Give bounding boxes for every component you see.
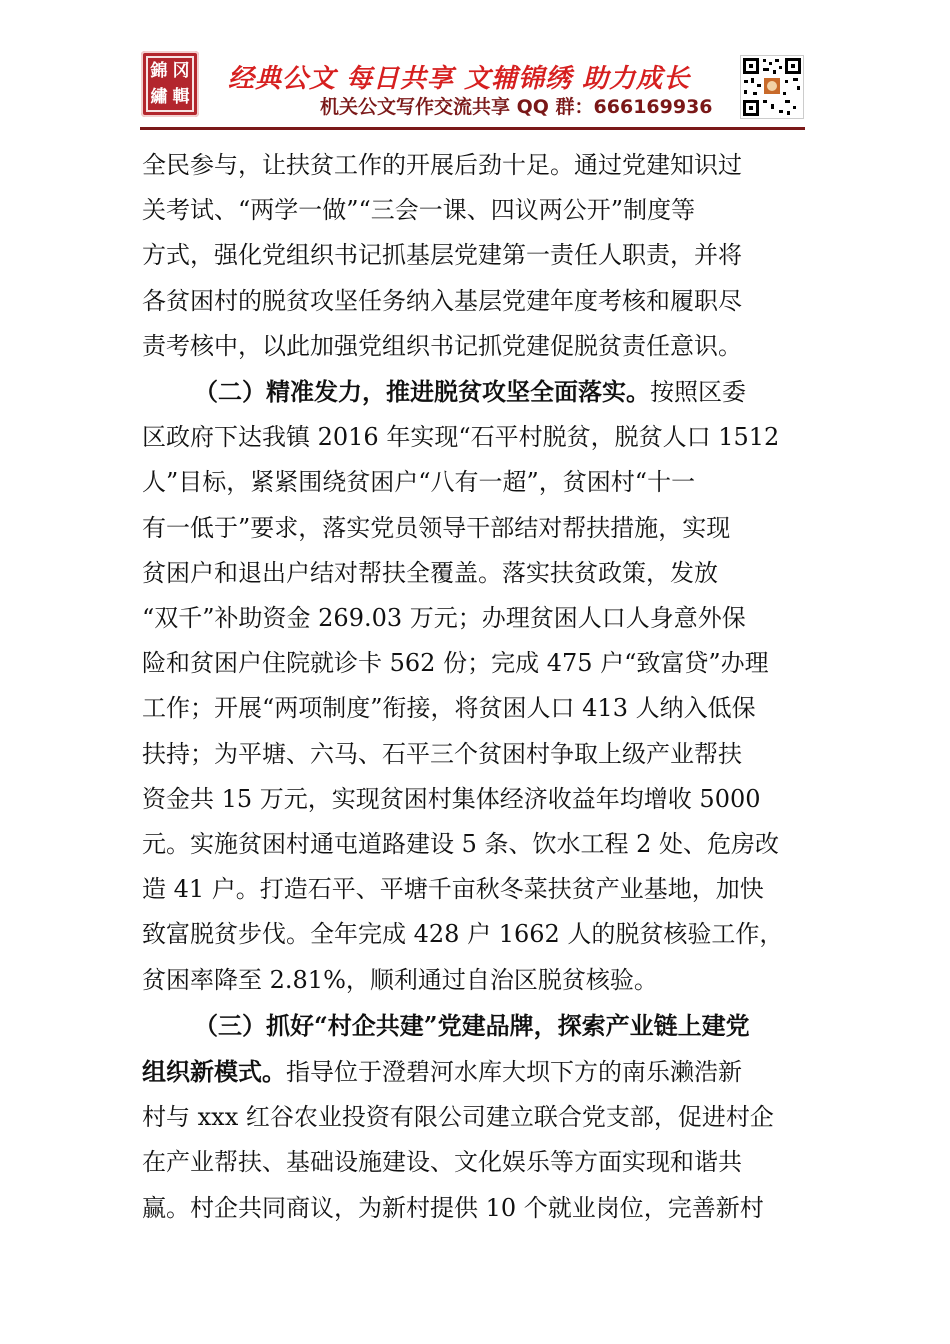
body-line: 方式，强化党组织书记抓基层党建第一责任人职责，并将 [142, 241, 742, 270]
seal-char: 冈 [172, 61, 190, 81]
body-line: 元。实施贫困村通屯道路建设 5 条、饮水工程 2 处、危房改 [142, 830, 780, 859]
page-header [0, 0, 950, 132]
body-line: 工作；开展“两项制度”衔接，将贫困人口 413 人纳入低保 [142, 694, 756, 723]
body-text: 指导位于澄碧河水库大坝下方的南乐濑浩新 [286, 1058, 742, 1087]
seal-char: 繡 [150, 87, 168, 107]
body-line: 有一低于”要求，落实党员领导干部结对帮扶措施，实现 [142, 513, 731, 542]
body-line: 区政府下达我镇 2016 年实现“石平村脱贫，脱贫人口 1512 [142, 423, 780, 452]
body-line: 造 41 户。打造石平、平塘千亩秋冬菜扶贫产业基地，加快 [142, 875, 764, 904]
header-divider [140, 127, 805, 130]
seal-logo [141, 51, 199, 117]
section-3-heading: （三）抓好“村企共建”党建品牌，探索产业链上建党 [194, 1010, 750, 1040]
body-line: 致富脱贫步伐。全年完成 428 户 1662 人的脱贫核验工作， [142, 920, 784, 949]
body-line: 关考试、“两学一做”“三会一课、四议两公开”制度等 [142, 196, 696, 225]
body-line: 贫困户和退出户结对帮扶全覆盖。落实扶贫政策，发放 [142, 558, 718, 587]
body-line: 全民参与，让扶贫工作的开展后劲十足。通过党建知识过 [142, 151, 742, 179]
body-line: 贫困率降至 2.81%，顺利通过自治区脱贫核验。 [142, 965, 658, 994]
section-2-heading-line [142, 369, 808, 415]
section-2-heading: （二）精准发力，推进脱贫攻坚全面落实。 [194, 377, 650, 407]
body-text: 按照区委 [650, 378, 746, 407]
header-qq-group: 机关公文写作交流共享 QQ 群：666169936 [320, 96, 713, 118]
header-slogan: 经典公文 每日共享 文辅锦绣 助力成长 [228, 64, 691, 94]
body-line: 赢。村企共同商议，为新村提供 10 个就业岗位，完善新村 [142, 1193, 764, 1222]
body-line: 扶持；为平塘、六马、石平三个贫困村争取上级产业帮扶 [142, 739, 742, 768]
body-line: 村与 xxx 红谷农业投资有限公司建立联合党支部，促进村企 [142, 1103, 774, 1132]
body-line: “双千”补助资金 269.03 万元；办理贫困人口人身意外保 [142, 604, 746, 633]
seal-char: 輯 [172, 87, 190, 107]
seal-char: 錦 [150, 61, 168, 81]
section-3-heading-line-2 [142, 1049, 808, 1095]
body-line: 险和贫困户住院就诊卡 562 份；完成 475 户“致富贷”办理 [142, 649, 769, 678]
body-line: 人”目标，紧紧围绕贫困户“八有一超”，贫困村“十一 [142, 468, 696, 497]
section-3-heading-line [142, 1003, 808, 1049]
document-body [142, 143, 808, 1231]
body-line: 资金共 15 万元，实现贫困村集体经济收益年均增收 5000 [142, 784, 761, 813]
body-line: 在产业帮扶、基础设施建设、文化娱乐等方面实现和谐共 [142, 1148, 742, 1177]
body-line: 责考核中，以此加强党组织书记抓党建促脱贫责任意识。 [142, 331, 742, 360]
section-3-heading-cont: 组织新模式。 [142, 1057, 286, 1087]
qr-code-icon [740, 55, 804, 119]
body-line: 各贫困村的脱贫攻坚任务纳入基层党建年度考核和履职尽 [142, 286, 742, 315]
